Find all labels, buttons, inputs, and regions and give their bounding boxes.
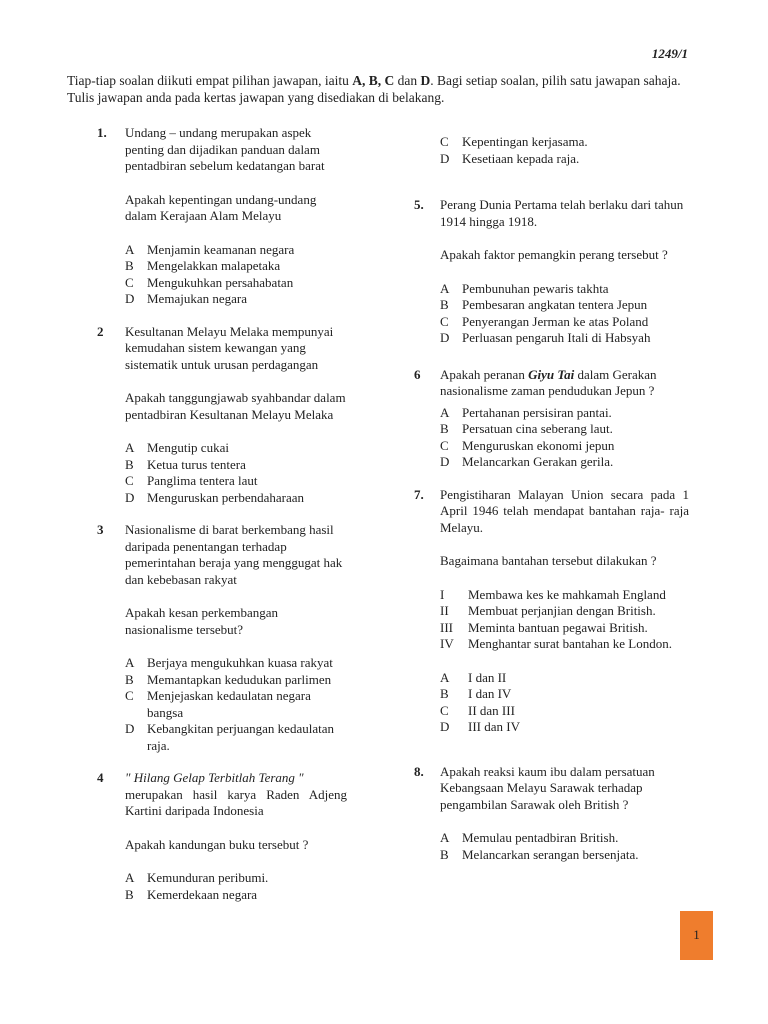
question-number: 2 — [97, 323, 104, 339]
question-number: 3 — [97, 522, 104, 537]
question-prompt: Apakah kandungan buku tersebut ? — [125, 836, 309, 852]
paper-code: 1249/1 — [651, 46, 688, 61]
statement-i: I Membawa kes ke mahkamah England — [440, 586, 666, 602]
option-d: D Melancarkan Gerakan gerila. — [440, 454, 614, 469]
option-b: B Kemerdekaan negara — [125, 886, 258, 902]
option-c: C Mengukuhkan persahabatan — [125, 274, 294, 290]
question-stem: Apakah reaksi kaum ibu dalam persatuan Kebangsaan Melayu Sarawak terhadap pengambilan Sarawak oleh British ? — [440, 763, 655, 812]
question-4-continued — [414, 134, 689, 167]
question-number: 4 — [97, 770, 104, 785]
question-prompt: Apakah faktor pemangkin perang tersebut ? — [440, 247, 668, 262]
question-stem: merupakan hasil karya Raden Adjeng Kartini daripada Indonesia — [125, 786, 347, 818]
option-c: C Penyerangan Jerman ke atas Poland — [440, 313, 649, 329]
question-3 — [97, 522, 347, 754]
question-prompt: Bagaimana bantahan tersebut dilakukan ? — [440, 553, 657, 568]
question-number: 5. — [414, 197, 424, 212]
option-b: B Persatuan cina seberang laut. — [440, 421, 613, 436]
statement-iv: IV Menghantar surat bantahan ke London. — [440, 636, 672, 651]
question-6 — [414, 367, 689, 471]
option-d: D Kebangkitan perjuangan kedaulatan raja. — [125, 721, 334, 753]
option-b: B Pembesaran angkatan tentera Jepun — [440, 297, 648, 312]
question-stem: Apakah peranan Giyu Tai dalam Gerakan nasionalisme zaman pendudukan Jepun ? — [440, 366, 657, 398]
option-a: A Kemunduran peribumi. — [125, 870, 269, 885]
option-a: A I dan II — [440, 669, 507, 685]
question-stem: Undang – undang merupakan aspek penting dan dijadikan panduan dalam pentadbiran sebelum kedatangan barat — [125, 125, 325, 173]
option-d: D Kesetiaan kepada raja. — [440, 150, 580, 166]
left-column — [97, 125, 347, 903]
option-c: C Kepentingan kerjasama. — [440, 134, 588, 149]
option-a: A Mengutip cukai — [125, 440, 229, 455]
question-5 — [414, 197, 689, 347]
question-2 — [97, 324, 347, 507]
option-a: A Memulau pentadbiran British. — [440, 830, 619, 845]
right-column — [414, 134, 689, 863]
question-stem: Nasionalisme di barat berkembang hasil daripada penentangan terhadap pemerintahan beraja yang menggugat hak dan kebebasan rakyat — [125, 522, 343, 587]
question-8 — [414, 764, 689, 864]
option-d: D Perluasan pengaruh Itali di Habsyah — [440, 330, 651, 345]
option-c: C Panglima tentera laut — [125, 473, 258, 488]
question-7 — [414, 487, 689, 736]
option-b: B Melancarkan serangan bersenjata. — [440, 846, 639, 862]
statement-iii: III Meminta bantuan pegawai British. — [440, 619, 648, 635]
option-c: C Menguruskan ekonomi jepun — [440, 437, 615, 453]
option-b: B Ketua turus tentera — [125, 456, 246, 472]
question-number: 8. — [414, 763, 424, 779]
question-1 — [97, 125, 347, 308]
option-b: B Mengelakkan malapetaka — [125, 258, 281, 273]
option-a: A Pembunuhan pewaris takhta — [440, 280, 609, 296]
question-stem: Kesultanan Melayu Melaka mempunyai kemudahan sistem kewangan yang sistematik untuk urusan perdagangan — [125, 323, 334, 372]
statement-ii: II Membuat perjanjian dengan British. — [440, 603, 656, 618]
option-b: B Memantapkan kedudukan parlimen — [125, 671, 332, 687]
option-a: A Pertahanan persisiran pantai. — [440, 404, 612, 420]
option-b: B I dan IV — [440, 686, 512, 701]
question-number: 7. — [414, 486, 424, 502]
question-stem: Perang Dunia Pertama telah berlaku dari tahun 1914 hingga 1918. — [440, 197, 684, 229]
question-prompt: Apakah kesan perkembangan nasionalisme tersebut? — [125, 605, 279, 637]
option-a: A Menjamin keamanan negara — [125, 241, 295, 257]
option-d: D Memajukan negara — [125, 291, 247, 306]
option-d: D Menguruskan perbendaharaan — [125, 489, 305, 505]
option-c: C II dan III — [440, 702, 515, 718]
option-c: C Menjejaskan kedaulatan negara bangsa — [125, 688, 311, 720]
option-d: D III dan IV — [440, 719, 520, 734]
option-a: A Berjaya mengukuhkan kuasa rakyat — [125, 655, 333, 670]
question-stem: Pengistiharan Malayan Union secara pada 1 April 1946 telah mendapat bantahan raja- raja Melayu. — [440, 486, 689, 535]
question-number: 1. — [97, 125, 107, 140]
instructions: Tiap-tiap soalan diikuti empat pilihan jawapan, iaitu A, B, C dan D. Bagi setiap soalan, pilih satu jawapan sahaja. Tulis jawapan anda pada kertas jawapan yang disediakan di belakang. — [67, 73, 681, 105]
question-number: 6 — [414, 366, 421, 382]
question-prompt: Apakah tanggungjawab syahbandar dalam pentadbiran Kesultanan Melayu Melaka — [125, 390, 346, 422]
page-number-badge: 1 — [680, 911, 713, 960]
question-prompt: Apakah kepentingan undang-undang dalam Kerajaan Alam Melayu — [125, 191, 317, 223]
question-4 — [97, 770, 347, 903]
book-title: " Hilang Gelap Terbitlah Terang " — [125, 770, 304, 785]
